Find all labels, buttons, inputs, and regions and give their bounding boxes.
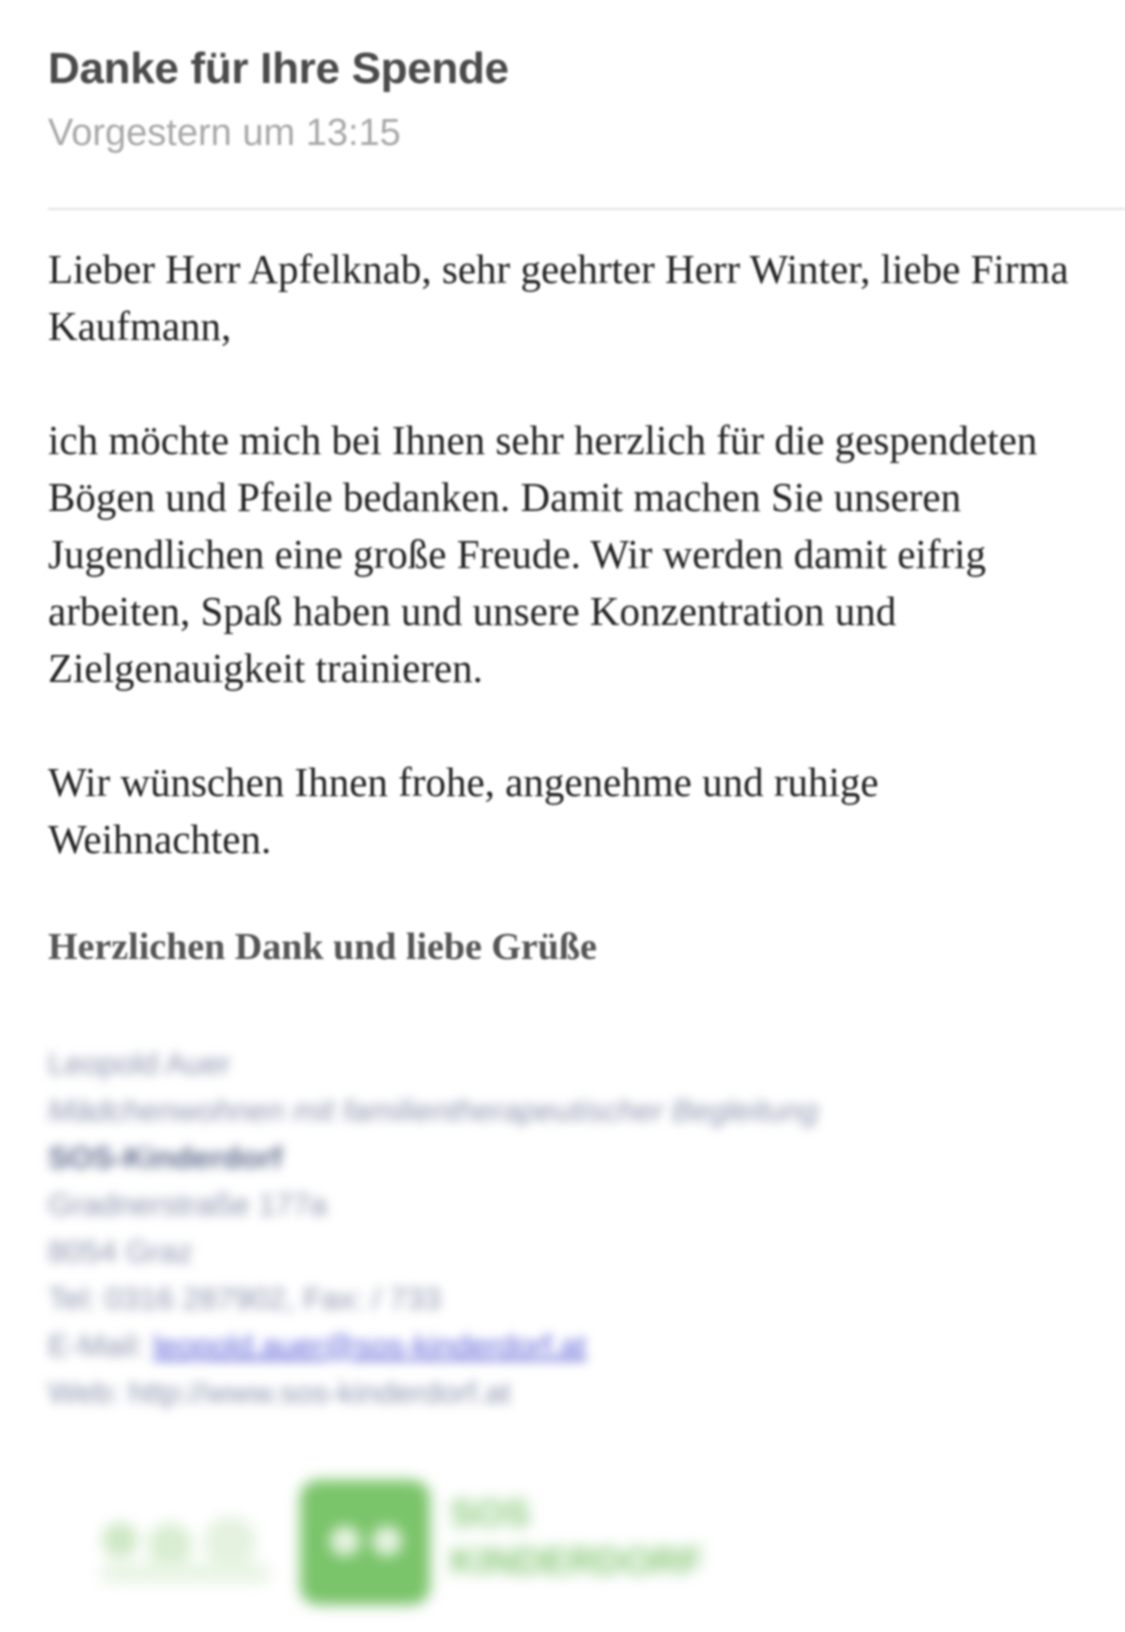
signature-email-row: [48, 1322, 1088, 1369]
signature-email-link[interactable]: leopold.auer@sos-kinderdorf.at: [153, 1328, 587, 1363]
logo-square-icon: [300, 1480, 430, 1605]
email-closing: Herzlichen Dank und liebe Grüße: [48, 926, 597, 968]
signature-name: Leopold Auer: [48, 1046, 231, 1081]
email-date: Vorgestern um 13:15: [48, 112, 401, 154]
signature-role: Mädchenwohnen mit familientherapeutischer Begleitung: [48, 1093, 819, 1128]
header-divider: [48, 208, 1125, 210]
child-figures-icon: [90, 1500, 280, 1600]
logo-wordmark: [450, 1490, 703, 1586]
email-paragraph: Wir wünschen Ihnen frohe, angenehme und ruhige Weihnachten.: [48, 759, 879, 862]
logo-text-line: KINDERDORF: [450, 1541, 704, 1583]
signature-organization: SOS-Kinderdorf: [48, 1140, 283, 1175]
sos-kinderdorf-logo: [90, 1480, 850, 1620]
email-subject: Danke für Ihre Spende: [48, 44, 509, 93]
logo-text-line: SOS: [450, 1493, 531, 1535]
signature-email-label: E-Mail:: [48, 1328, 145, 1363]
signature-phone: Tel: 0316 287902, Fax: / 733: [48, 1281, 441, 1316]
signature-city: 8054 Graz: [48, 1234, 193, 1269]
signature-street: Gradnerstraße 177a: [48, 1187, 328, 1222]
email-salutation: Lieber Herr Apfelknab, sehr geehrter Herr Winter, liebe Firma Kaufmann,: [48, 246, 1069, 349]
email-paragraph: ich möchte mich bei Ihnen sehr herzlich für die gespendeten Bögen und Pfeile bedanken. Damit machen Sie unseren Jugendlichen eine große Freude. Wir werden damit eifrig arbeiten, Spaß haben und unsere Konzentration und Zielgenauigkeit trainieren.: [48, 417, 1038, 691]
signature-web[interactable]: Web: http://www.sos-kinderdorf.at: [48, 1375, 511, 1410]
email-signature: [48, 1040, 1088, 1416]
